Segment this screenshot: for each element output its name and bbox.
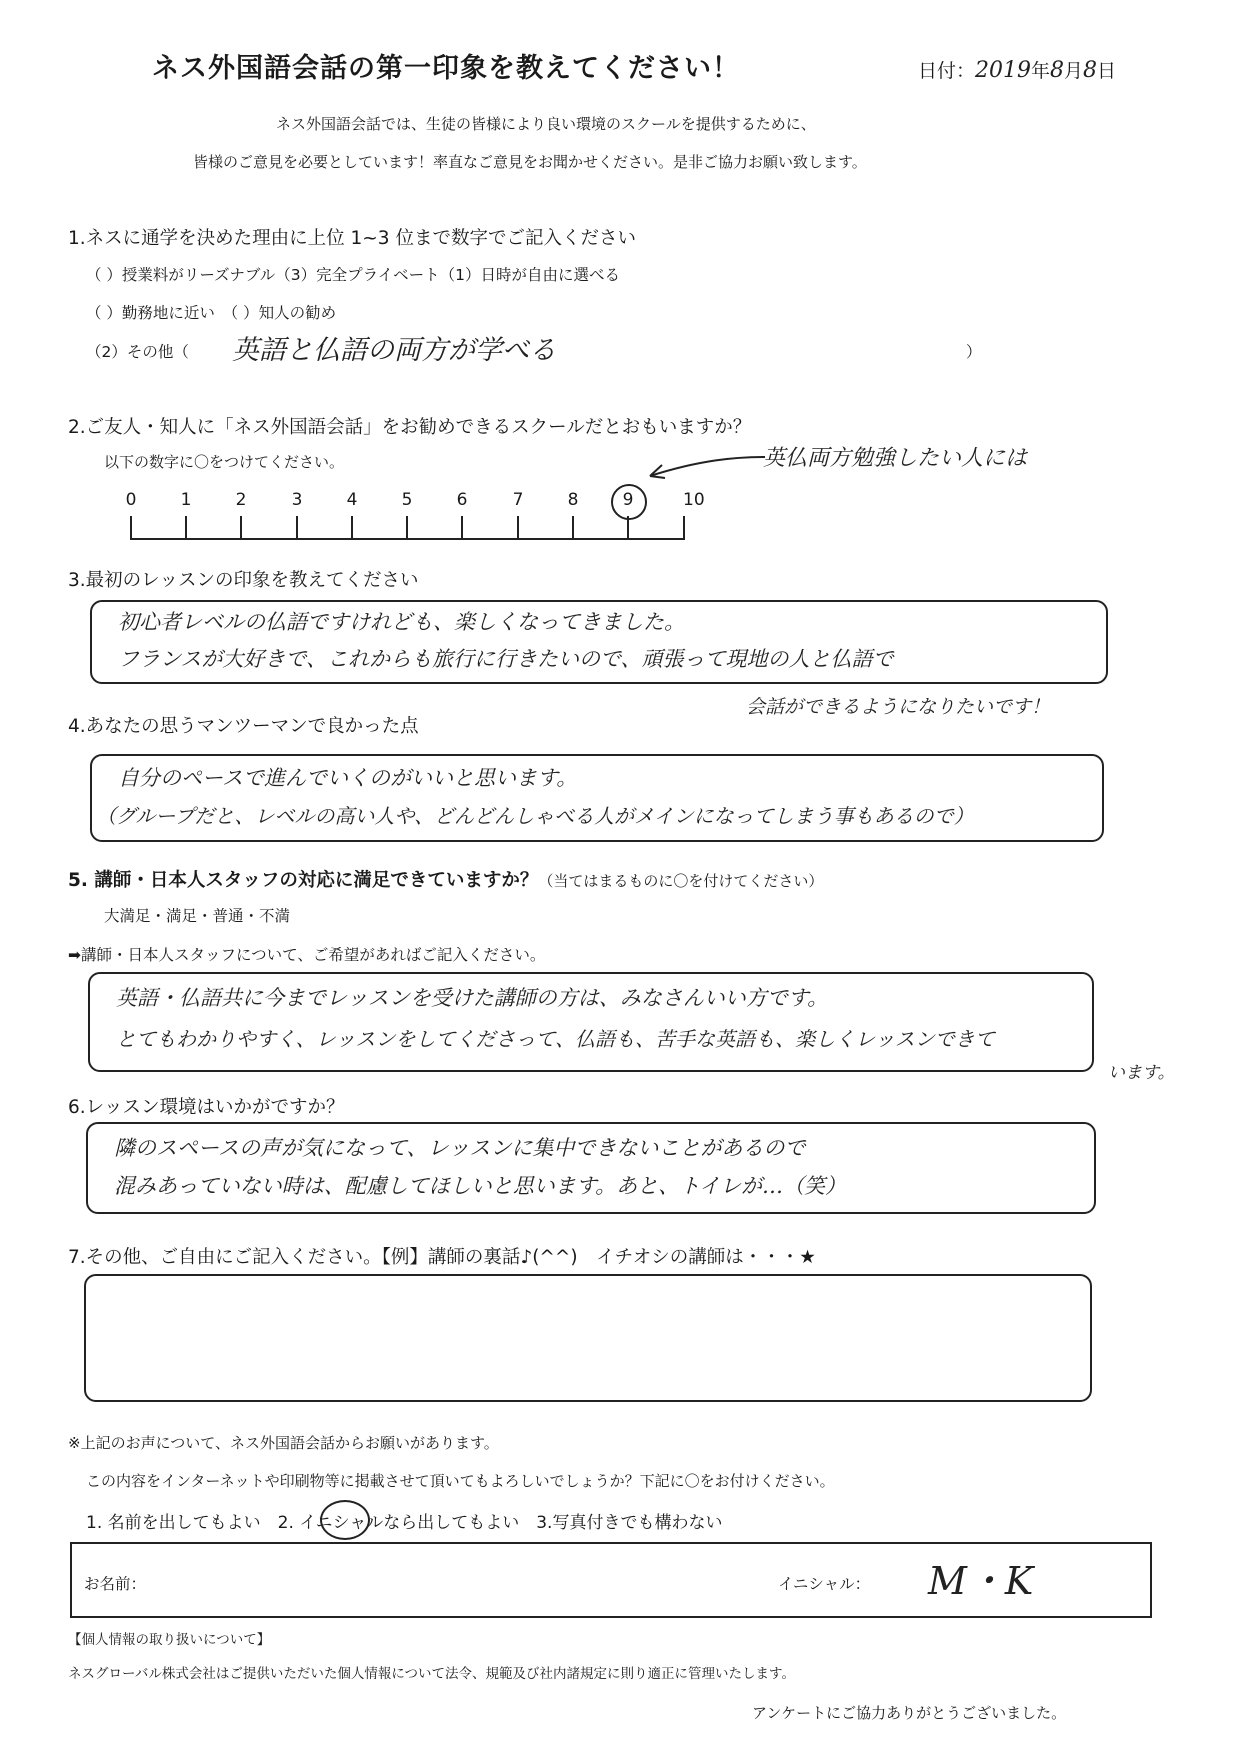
privacy-title: 【個人情報の取り扱いについて】	[68, 1632, 271, 1648]
scale-label-10[interactable]: 10	[683, 490, 705, 510]
q7-answer-box[interactable]	[84, 1274, 1092, 1402]
page-title: ネス外国語会話の第一印象を教えてください！	[152, 53, 740, 84]
q5-answer-line-3: います。	[1108, 1063, 1175, 1083]
q1-other-prefix: （2）その他（	[86, 343, 189, 361]
consent-selected-circle	[320, 1500, 370, 1540]
scale-label-4[interactable]: 4	[346, 490, 358, 510]
q5-question-note: （当てはまるものに〇を付けてください）	[538, 872, 824, 890]
name-label: お名前：	[84, 1575, 147, 1593]
q3-answer-line-3: 会話ができるようになりたいです！	[746, 696, 1051, 718]
q5-answer-line-1: 英語・仏語共に今までレッスンを受けた講師の方は、みなさんいい方です。	[116, 986, 829, 1010]
scale-label-2[interactable]: 2	[235, 490, 247, 510]
scale-tick	[683, 516, 685, 540]
q4-question: 4.あなたの思うマンツーマンで良かった点	[68, 716, 419, 737]
date-year: 2019	[975, 58, 1032, 83]
consent-request: この内容をインターネットや印刷物等に掲載させて頂いてもよろしいでしょうか？下記に〇をお付けください。	[86, 1472, 835, 1490]
intro-line-2: 皆様のご意見を必要としています！率直なご意見をお聞かせください。是非ご協力お願い致します。	[193, 153, 867, 171]
consent-note: ※上記のお声について、ネス外国語会話からお願いがあります。	[68, 1434, 499, 1452]
q1-options-row-2: （ ）勤務地に近い （ ）知人の勧め	[86, 304, 337, 322]
q5-sub-question: ➡講師・日本人スタッフについて、ご希望があればご記入ください。	[68, 946, 546, 964]
scale-tick	[406, 516, 408, 540]
q5-question	[68, 866, 823, 892]
q5-answer-line-2: とてもわかりやすく、レッスンをしてくださって、仏語も、苦手な英語も、楽しくレッスンできて	[116, 1027, 995, 1051]
q1-other-answer: 英語と仏語の両方が学べる	[232, 335, 556, 366]
scale-label-9[interactable]: 9	[622, 490, 634, 510]
q5-options[interactable]: 大満足・満足・普通・不満	[104, 907, 291, 925]
date-day-unit: 日	[1097, 60, 1117, 82]
initial-value: M・K	[928, 1559, 1034, 1603]
date-label: 日付：	[918, 60, 976, 82]
q1-other-suffix: ）	[966, 343, 982, 361]
scale-tick	[572, 516, 574, 540]
q1-options-row-1: （ ）授業料がリーズナブル（3）完全プライベート（1）日時が自由に選べる	[86, 266, 620, 284]
q6-answer-line-2: 混みあっていない時は、配慮してほしいと思います。あと、トイレが…（笑）	[114, 1174, 847, 1198]
initial-label: イニシャル：	[778, 1575, 871, 1593]
scale-label-1[interactable]: 1	[180, 490, 192, 510]
date-day: 8	[1083, 58, 1098, 83]
scale-tick	[517, 516, 519, 540]
q6-question: 6.レッスン環境はいかがですか？	[68, 1097, 345, 1118]
thanks-text: アンケートにご協力ありがとうございました。	[752, 1704, 1067, 1722]
scale-tick	[240, 516, 242, 540]
q4-answer-line-1: 自分のペースで進んでいくのがいいと思います。	[118, 766, 578, 790]
scale-label-3[interactable]: 3	[291, 490, 303, 510]
q4-answer-line-2: （グループだと、レベルの高い人や、どんどんしゃべる人がメインになってしまう事もあるので）	[96, 804, 974, 828]
scale-label-7[interactable]: 7	[512, 490, 524, 510]
date-field	[918, 56, 1116, 83]
date-month-unit: 月	[1064, 60, 1084, 82]
q3-question: 3.最初のレッスンの印象を教えてください	[68, 570, 419, 591]
q7-question: 7.その他、ご自由にご記入ください。【例】講師の裏話♪(^^) イチオシの講師は・・・★	[68, 1247, 816, 1268]
date-month: 8	[1050, 58, 1065, 83]
q2-instruction: 以下の数字に〇をつけてください。	[104, 453, 345, 471]
intro-line-1: ネス外国語会話では、生徒の皆様により良い環境のスクールを提供するために、	[276, 115, 816, 133]
scale-tick	[185, 516, 187, 540]
scale-label-6[interactable]: 6	[456, 490, 468, 510]
q2-note: 英仏両方勉強したい人には	[763, 446, 1028, 471]
scale-tick	[461, 516, 463, 540]
scale-tick	[130, 516, 132, 540]
scale-tick	[296, 516, 298, 540]
q2-note-arrow	[640, 452, 770, 482]
scale-tick	[351, 516, 353, 540]
q2-question: 2.ご友人・知人に「ネス外国語会話」をお勧めできるスクールだとおもいますか？	[68, 417, 752, 438]
q5-question-main: 5. 講師・日本人スタッフの対応に満足できていますか？	[68, 870, 539, 891]
q6-answer-line-1: 隣のスペースの声が気になって、レッスンに集中できないことがあるので	[114, 1136, 806, 1160]
date-year-unit: 年	[1031, 60, 1051, 82]
scale-label-0[interactable]: 0	[125, 490, 137, 510]
selected-rating-circle	[611, 484, 647, 520]
consent-options[interactable]: 1. 名前を出してもよい 2. イニシャルなら出してもよい 3.写真付きでも構わない	[86, 1513, 723, 1533]
q3-answer-line-2: フランスが大好きで、これからも旅行に行きたいので、頑張って現地の人と仏語で	[118, 647, 894, 671]
scale-label-8[interactable]: 8	[567, 490, 579, 510]
scale-tick	[627, 516, 629, 540]
scale-label-5[interactable]: 5	[401, 490, 413, 510]
q3-answer-line-1: 初心者レベルの仏語ですけれども、楽しくなってきました。	[118, 610, 685, 634]
q1-question: 1.ネスに通学を決めた理由に上位 1~3 位まで数字でご記入ください	[68, 228, 636, 249]
privacy-text: ネスグローバル株式会社はご提供いただいた個人情報について法令、規範及び社内諸規定に則り適正に管理いたします。	[68, 1666, 795, 1682]
